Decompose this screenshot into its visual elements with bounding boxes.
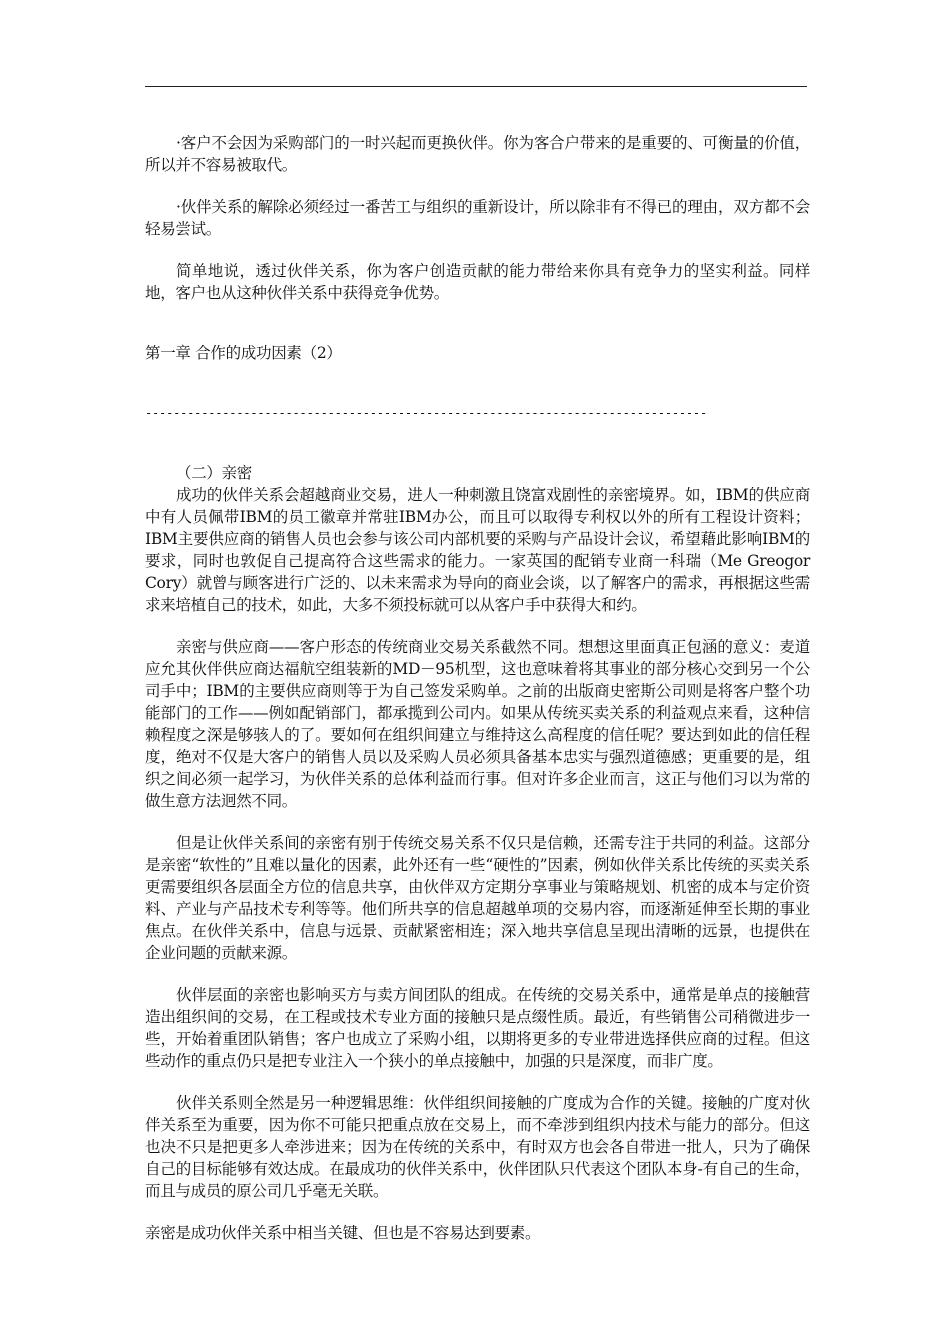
- body-paragraph: 伙伴关系则全然是另一种逻辑思维：伙伴组织间接触的广度成为合作的关键。接触的广度对伙伴关系至为重要，因为你不可能只把重点放在交易上，而不牵涉到组织内技术与能力的部分。但这也决不只是把更多人牵涉进来；因为在传统的关系中，有时双方也会各自带进一批人，只为了确保自己的目标能够有效达成。在最成功的伙伴关系中，伙伴团队只代表这个团队本身-有自己的生命，而且与成员的原公司几乎毫无关联。: [145, 1094, 810, 1200]
- section-heading: （二）亲密: [176, 464, 253, 482]
- body-paragraph: 亲密与供应商——客户形态的传统商业交易关系截然不同。想想这里面真正包涵的意义：麦道应允其伙伴供应商达福航空组装新的MD－95机型，这也意味着将其事业的部分核心交到另一个公司手中；IBM的主要供应商则等于为自己签发采购单。之前的出版商史密斯公司则是将客户整个功能部门的工作——例如配销部门，都承揽到公司内。如果从传统买卖关系的利益观点来看，这种信赖程度之深是够骇人的了。要如何在组织间建立与维持这么高程度的信任呢？要达到如此的信任程度，绝对不仅是大客户的销售人员以及采购人员必须具备基本忠实与强烈道德感；更重要的是，组织之间必须一起学习，为伙伴关系的总体利益而行事。但对许多企业而言，这正与他们习以为常的做生意方法迥然不同。: [145, 638, 810, 810]
- intro-paragraph: 简单地说，透过伙伴关系，你为客户创造贡献的能力带给来你具有竞争力的坚实利益。同样地，客户也从这种伙伴关系中获得竞争优势。: [145, 262, 810, 302]
- body-paragraph: 但是让伙伴关系间的亲密有别于传统交易关系不仅只是信赖，还需专注于共同的利益。这部分是亲密“软性的”且难以量化的因素，此外还有一些“硬性的”因素，例如伙伴关系比传统的买卖关系更需要组织各层面全方位的信息共享，由伙伴双方定期分享事业与策略规划、机密的成本与定价资料、产业与产品技术专利等等。他们所共享的信息超越单项的交易内容，而逐渐延伸至长期的事业焦点。在伙伴关系中，信息与远景、贡献紧密相连；深入地共享信息呈现出清晰的远景，也提供在企业问题的贡献来源。: [145, 834, 810, 962]
- header-rule: [145, 86, 807, 87]
- chapter-title: 第一章 合作的成功因素（2）: [145, 344, 342, 362]
- separator-line: --------------------------------------------------------------------------------: [145, 406, 707, 420]
- body-paragraph: 伙伴层面的亲密也影响买方与卖方间团队的组成。在传统的交易关系中，通常是单点的接触营造出组织间的交易，在工程或技术专业方面的接触只是点缀性质。最近，有些销售公司稍微进步一些，开始着重团队销售；客户也成立了采购小组，以期将更多的专业带进选择供应商的过程。但这些动作的重点仍只是把专业注入一个狭小的单点接触中，加强的只是深度，而非广度。: [145, 986, 810, 1070]
- intro-paragraph: ·伙伴关系的解除必须经过一番苦工与组织的重新设计，所以除非有不得已的理由，双方都不会轻易尝试。: [145, 198, 810, 238]
- document-body: [145, 132, 810, 1244]
- closing-line: 亲密是成功伙伴关系中相当关键、但也是不容易达到要素。: [145, 1224, 541, 1242]
- intro-paragraph: ·客户不会因为采购部门的一时兴起而更换伙伴。你为客合户带来的是重要的、可衡量的价值，所以并不容易被取代。: [145, 134, 810, 174]
- body-paragraph: 成功的伙伴关系会超越商业交易，进人一种刺激且饶富戏剧性的亲密境界。如，IBM的供应商中有人员佩带IBM的员工徽章并常驻IBM办公，而且可以取得专利权以外的所有工程设计资料；IBM主要供应商的销售人员也会参与该公司内部机要的采购与产品设计会议，希望藉此影响IBM的要求，同时也敦促自己提高符合这些需求的能力。一家英国的配销专业商一科瑞（Me Greogor Cory）就曾与顾客进行广泛的、以未来需求为导向的商业会谈，以了解客户的需求，再根据这些需求来培植自己的技术，如此，大多不须投标就可以从客户手中获得大和约。: [145, 486, 810, 614]
